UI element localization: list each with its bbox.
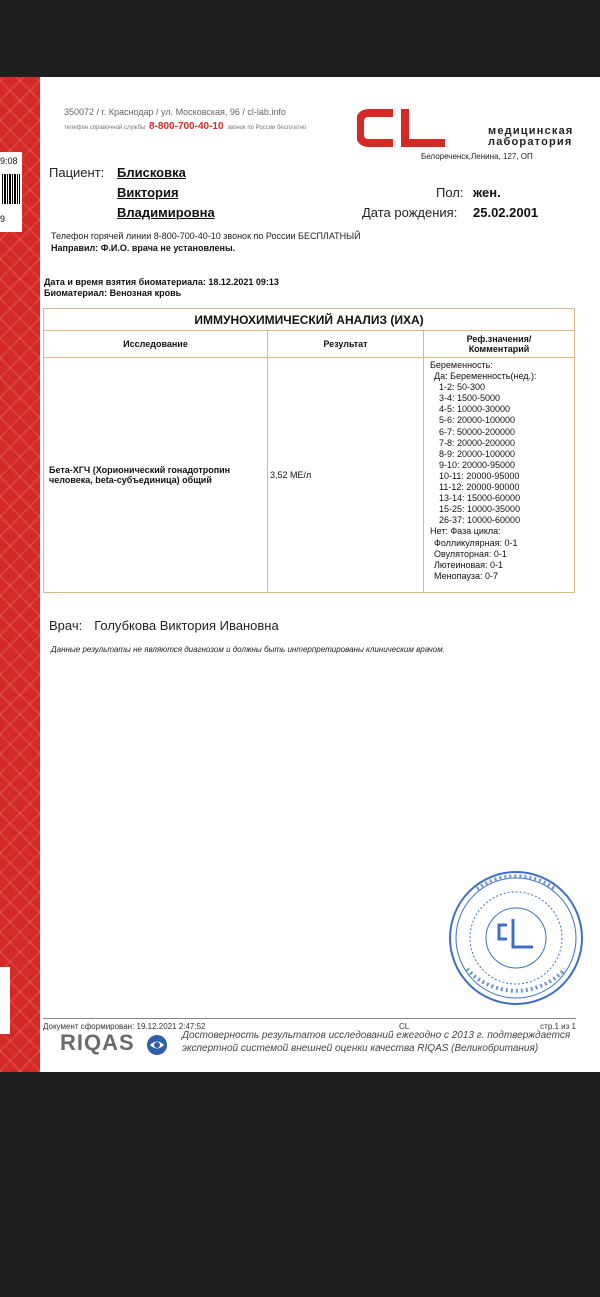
ref-week-item: 13-14: 15000-60000 <box>439 493 521 504</box>
round-stamp-icon <box>447 869 585 1007</box>
column-header-test: Исследование <box>44 331 268 358</box>
table-title: ИММУНОХИМИЧЕСКИЙ АНАЛИЗ (ИХА) <box>44 309 575 331</box>
disclaimer: Данные результаты не являются диагнозом и должны быть интерпретированы клиническим врачом. <box>51 645 445 654</box>
patient-first-name: Виктория <box>117 185 179 200</box>
ref-week-item: 3-4: 1500-5000 <box>439 393 501 404</box>
patient-patronymic: Владимировна <box>117 205 215 220</box>
ref-phase-item: Менопауза: 0-7 <box>434 570 498 581</box>
reference-values: Беременность: Да: Беременность(нед.): 1-2: 50-300 3-4: 1500-5000 4-5: 10000-30000 5-6: 20000-100000 6-7: 50000-200000 7-8: 20000-200000 8-9: 20000-100000 9-10: 20000-95000 10-11: 20000-95000 11-12: 20000-90000 13-14: 15000-60000 15-25: 10000-35000 26-37: 10000-60000 Нет: Фаза цикла: Фолликулярная: 0-1 Овуляторная: 0-1 Лютеиновая: 0-1 Менопауза: 0-7 <box>424 358 575 593</box>
page-number: стр.1 из 1 <box>540 1022 576 1031</box>
ref-phase-item: Лютеиновая: 0-1 <box>434 559 504 570</box>
footer-line <box>43 1018 576 1031</box>
biomaterial: Биоматериал: Венозная кровь <box>44 288 182 298</box>
footer-code: CL <box>399 1022 410 1031</box>
test-name: Бета-ХГЧ (Хорионический гонадотропин человека, beta-субъединица) общий <box>44 358 268 593</box>
riqas-logo: RIQAS <box>60 1030 135 1055</box>
ref-week-item: 5-6: 20000-100000 <box>439 415 516 426</box>
branch-address: Белореченск,Ленина, 127, ОП <box>421 152 533 161</box>
ref-week-item: 4-5: 10000-30000 <box>439 404 511 415</box>
sample-datetime: Дата и время взятия биоматериала: 18.12.2021 09:13 <box>44 277 279 287</box>
generated-date: Документ сформирован: 19.12.2021 2:47:52 <box>43 1022 206 1031</box>
ref-week-item: 11-12: 20000-90000 <box>439 482 520 493</box>
lab-name: медицинская лаборатория <box>488 125 574 148</box>
globe-icon <box>146 1034 168 1056</box>
column-header-reference: Реф.значения/ Комментарий <box>424 331 575 358</box>
quality-note: Достоверность результатов исследований ежегодно с 2013 г. подтверждается экспертной системой внешней оценки качества RIQAS (Великобритания) <box>182 1030 571 1054</box>
ref-phase-item: Овуляторная: 0-1 <box>434 548 507 559</box>
column-header-result: Результат <box>268 331 424 358</box>
dob-label: Дата рождения: <box>362 205 458 220</box>
ref-week-item: 15-25: 10000-35000 <box>439 504 521 515</box>
barcode-icon <box>2 174 20 204</box>
phone-line: Телефон горячей линии 8-800-700-40-10 звонок по России БЕСПЛАТНЫЙ <box>51 231 361 241</box>
ref-week-item: 26-37: 10000-60000 <box>439 515 521 526</box>
patient-label: Пациент: <box>49 165 105 180</box>
lab-report-page <box>0 77 600 1072</box>
sex-label: Пол: <box>436 185 464 200</box>
lab-address: 350072 / г. Краснодар / ул. Московская, 96 / cl-lab.info <box>64 107 286 117</box>
hotline: телефон справочной службы 8-800-700-40-10 звонок по России бесплатно <box>64 121 307 132</box>
dob-value: 25.02.2001 <box>473 205 539 220</box>
patient-surname: Блисковка <box>117 165 186 180</box>
barcode-sticker: 9:08 9 <box>0 152 22 232</box>
test-result: 3,52 МЕ/л <box>268 358 424 593</box>
side-label <box>0 967 10 1034</box>
ref-week-item: 9-10: 20000-95000 <box>439 459 516 470</box>
ref-week-item: 7-8: 20000-200000 <box>439 437 516 448</box>
results-table <box>43 308 575 593</box>
ref-phase-item: Фолликулярная: 0-1 <box>434 537 518 548</box>
ref-week-item: 6-7: 50000-200000 <box>439 426 516 437</box>
ref-week-item: 1-2: 50-300 <box>439 382 486 393</box>
ref-week-item: 10-11: 20000-95000 <box>439 470 520 481</box>
ref-week-item: 8-9: 20000-100000 <box>439 448 516 459</box>
referrer: Направил: Ф.И.О. врача не установлены. <box>51 243 236 253</box>
doctor: Врач: Голубкова Виктория Ивановна <box>49 618 279 633</box>
sex-value: жен. <box>473 185 501 200</box>
cl-logo-icon <box>357 107 445 149</box>
table-row <box>44 358 575 593</box>
